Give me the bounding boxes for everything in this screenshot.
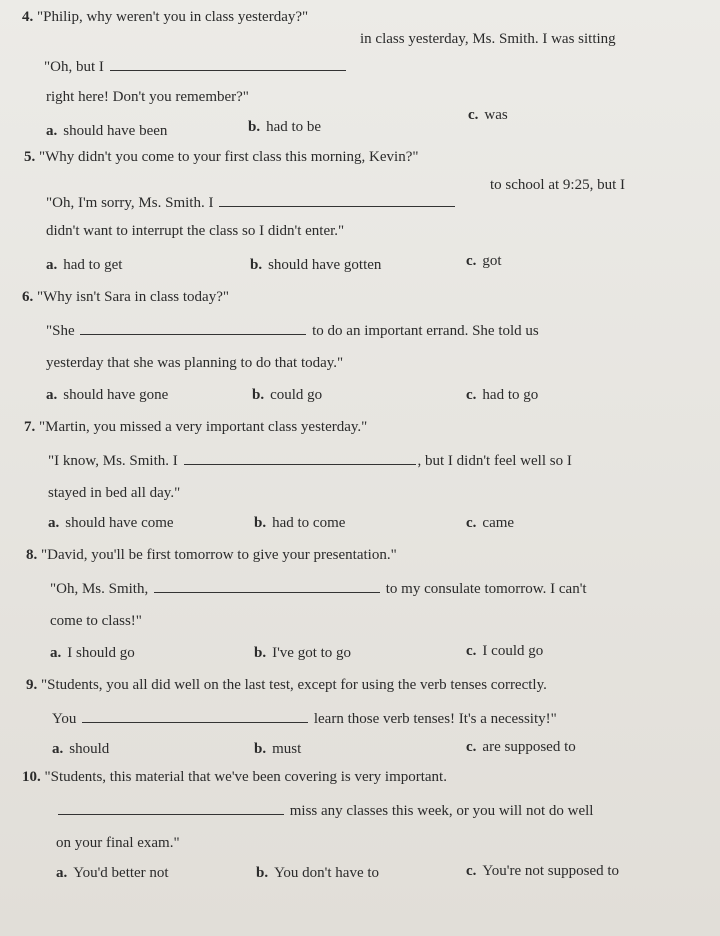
question-7-option-a[interactable]: a. should have come [48,515,174,531]
question-6-answer-line: "She to do an important errand. She told us [46,320,539,340]
question-10-prompt: 10. "Students, this material that we've been covering is very important. [22,769,447,785]
question-6-continuation: yesterday that she was planning to do that today." [46,355,344,371]
question-7-answer-line: "I know, Ms. Smith. I , but I didn't feel well so I [48,450,572,470]
question-4-prompt: 4. "Philip, why weren't you in class yesterday?" [22,9,309,25]
question-10-option-c[interactable]: c. You're not supposed to [466,863,620,879]
answer-blank[interactable] [110,56,346,71]
question-4-answer-line: "Oh, but I [44,56,348,76]
question-7-prompt: 7. "Martin, you missed a very important class yesterday." [24,419,368,435]
question-8-prompt: 8. "David, you'll be first tomorrow to give your presentation." [26,547,397,563]
question-10-answer-line: miss any classes this week, or you will not do well [56,800,593,820]
answer-blank[interactable] [80,320,306,335]
question-5-continuation: didn't want to interrupt the class so I didn't enter." [46,223,345,239]
question-8-option-c[interactable]: c. I could go [466,643,544,659]
question-9-answer-line: You learn those verb tenses! It's a necessity!" [52,708,557,728]
question-4-option-c[interactable]: c. was [468,107,508,123]
question-10-option-b[interactable]: b. You don't have to [256,865,380,881]
answer-blank[interactable] [184,450,416,465]
question-9-option-c[interactable]: c. are supposed to [466,739,576,755]
question-7-option-b[interactable]: b. had to come [254,515,346,531]
question-5-prompt: 5. "Why didn't you come to your first class this morning, Kevin?" [24,149,419,165]
question-9-prompt: 9. "Students, you all did well on the last test, except for using the verb tenses correctly. [26,677,547,693]
question-7-continuation: stayed in bed all day." [48,485,181,501]
question-5-option-c[interactable]: c. got [466,253,502,269]
question-5-option-a[interactable]: a. had to get [46,257,123,273]
question-6-prompt: 6. "Why isn't Sara in class today?" [22,289,229,305]
question-10-option-a[interactable]: a. You'd better not [56,865,169,881]
question-5-answer-line: "Oh, I'm sorry, Ms. Smith. I [46,192,457,212]
answer-blank[interactable] [219,192,455,207]
question-9-option-a[interactable]: a. should [52,741,110,757]
answer-blank[interactable] [82,708,308,723]
question-6-option-c[interactable]: c. had to go [466,387,539,403]
question-5-answer-after: to school at 9:25, but I [490,177,625,193]
question-8-option-b[interactable]: b. I've got to go [254,645,352,661]
question-4-continuation: right here! Don't you remember?" [46,89,249,105]
question-6-option-b[interactable]: b. could go [252,387,323,403]
answer-blank[interactable] [154,578,380,593]
question-5-option-b[interactable]: b. should have gotten [250,257,382,273]
question-8-answer-line: "Oh, Ms. Smith, to my consulate tomorrow. I can't [50,578,587,598]
answer-blank[interactable] [58,800,284,815]
question-4-answer-after: in class yesterday, Ms. Smith. I was sitting [360,31,616,47]
question-4-option-b[interactable]: b. had to be [248,119,322,135]
question-8-continuation: come to class!" [50,613,142,629]
question-6-option-a[interactable]: a. should have gone [46,387,169,403]
question-8-option-a[interactable]: a. I should go [50,645,135,661]
question-7-option-c[interactable]: c. came [466,515,515,531]
question-9-option-b[interactable]: b. must [254,741,302,757]
question-4-option-a[interactable]: a. should have been [46,123,168,139]
question-10-continuation: on your final exam." [56,835,180,851]
